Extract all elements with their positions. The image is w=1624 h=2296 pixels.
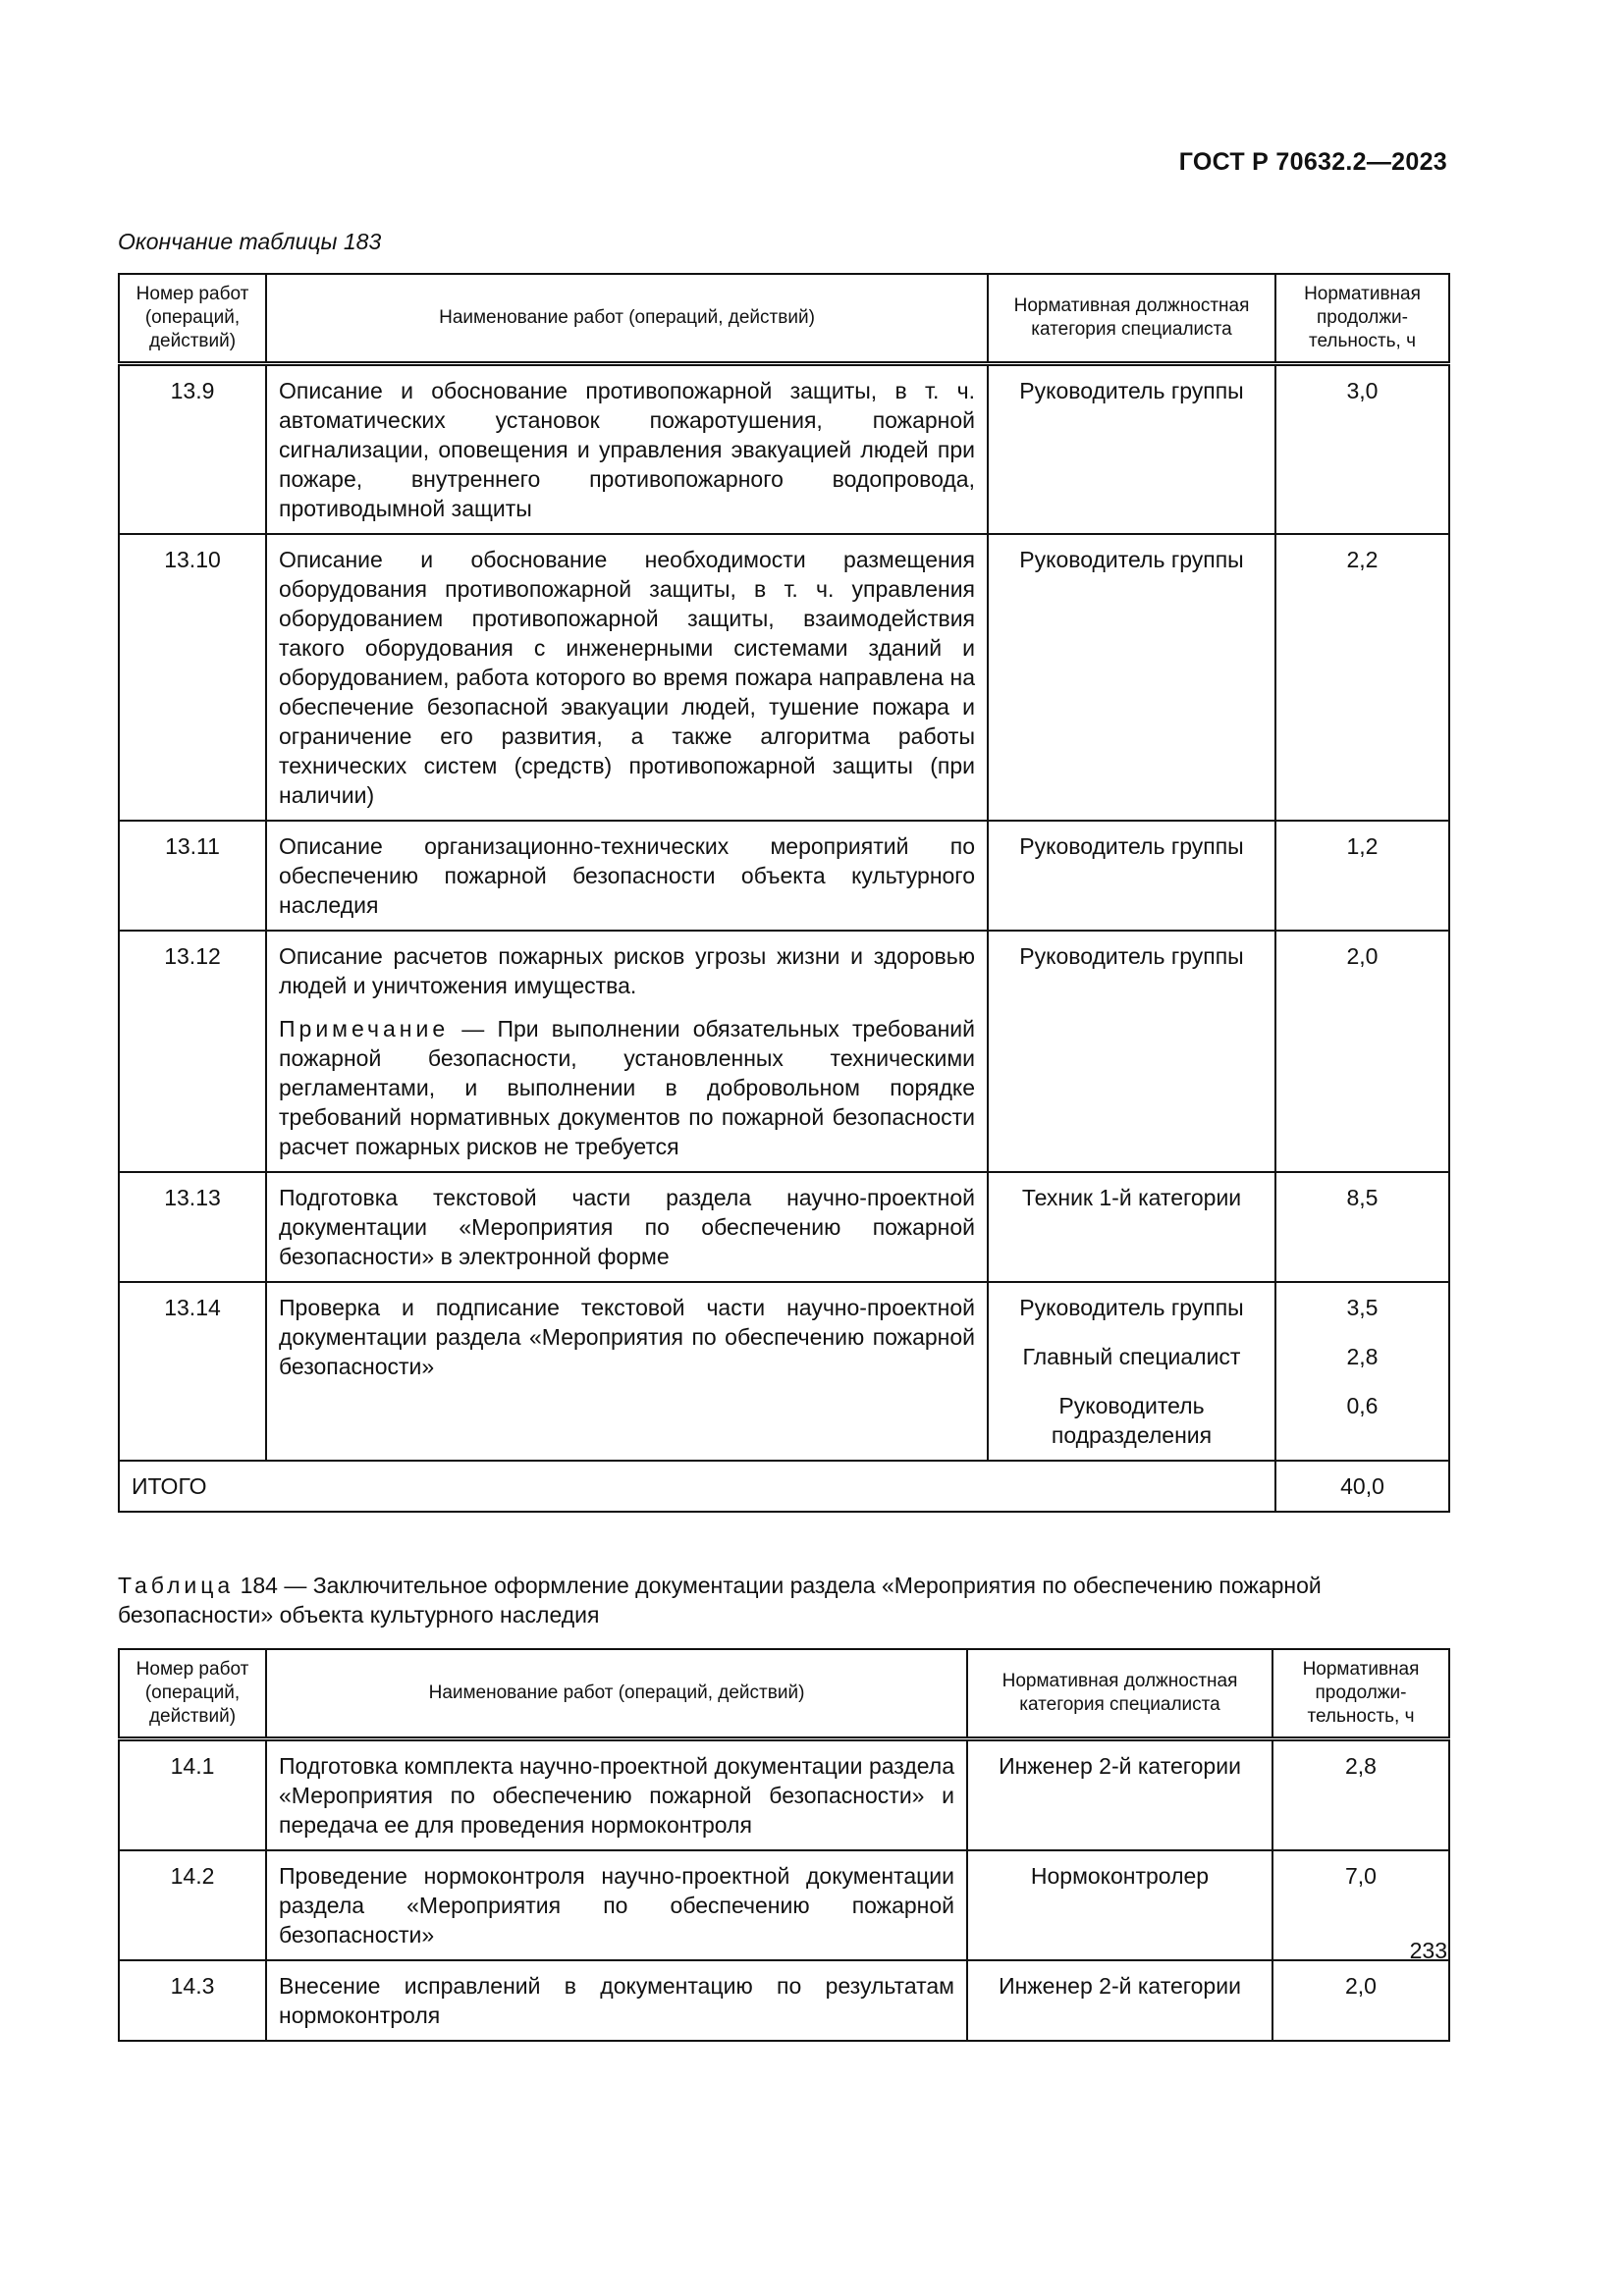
note-text: — При выполнении обязательных требований пожарной безопасности, установленных техническими регламентами, и выполнении в добровольном порядке требований нормативных документов по пожарной безопасности расчет пожарных рисков не требуется — [279, 1016, 975, 1159]
row-number: 13.13 — [119, 1172, 266, 1282]
category-item: Руководитель группы — [1019, 1295, 1244, 1320]
row-description: Описание организационно-технических мероприятий по обеспечению пожарной безопасности объекта культурного наследия — [266, 821, 988, 931]
header-specialist-category: Нормативная должностная категория специалиста — [988, 274, 1275, 364]
header-work-number: Номер работ (операций, действий) — [119, 274, 266, 364]
row-category: Инженер 2-й категории — [967, 1960, 1272, 2041]
table-row — [119, 1282, 1449, 1461]
row-category: Руководитель группы — [988, 931, 1275, 1172]
table-row — [119, 1960, 1449, 2041]
row-description: Подготовка текстовой части раздела научно-проектной документации «Мероприятия по обеспечению пожарной безопасности» в электронной форме — [266, 1172, 988, 1282]
row-duration: 7,0 — [1272, 1850, 1449, 1960]
row-duration: 2,8 — [1272, 1739, 1449, 1851]
row-category: Техник 1-й категории — [988, 1172, 1275, 1282]
row-description: Проверка и подписание текстовой части научно-проектной документации раздела «Мероприятия по обеспечению пожарной безопасности» — [266, 1282, 988, 1461]
table-row — [119, 1850, 1449, 1960]
row-description — [266, 931, 988, 1172]
category-item: Главный специалист — [1022, 1344, 1241, 1369]
row-description: Подготовка комплекта научно-проектной документации раздела «Мероприятия по обеспечению пожарной безопасности» и передача ее для проведения нормоконтроля — [266, 1739, 967, 1851]
table-header-row — [119, 1649, 1449, 1739]
page-number: 233 — [1409, 1938, 1447, 1963]
duration-item: 3,5 — [1346, 1295, 1379, 1320]
table-184-caption — [118, 1571, 1447, 1629]
row-duration: 2,0 — [1272, 1960, 1449, 2041]
header-duration: Нормативная продолжи-тельность, ч — [1272, 1649, 1449, 1739]
row-number: 13.11 — [119, 821, 266, 931]
row-number: 14.3 — [119, 1960, 266, 2041]
table-184 — [118, 1648, 1450, 2042]
row-note — [279, 1014, 975, 1161]
row-category: Руководитель группы — [988, 364, 1275, 535]
header-work-name: Наименование работ (операций, действий) — [266, 1649, 967, 1739]
row-category: Инженер 2-й категории — [967, 1739, 1272, 1851]
total-label: ИТОГО — [119, 1461, 1275, 1512]
row-duration: 3,0 — [1275, 364, 1449, 535]
row-number: 13.14 — [119, 1282, 266, 1461]
row-category: Нормоконтролер — [967, 1850, 1272, 1960]
duration-item: 0,6 — [1346, 1393, 1379, 1418]
table-row — [119, 1739, 1449, 1851]
caption-text: 184 — Заключительное оформление документации раздела «Мероприятия по обеспечению пожарной безопасности» объекта культурного наследия — [118, 1573, 1322, 1628]
row-duration: 8,5 — [1275, 1172, 1449, 1282]
row-description-text: Описание расчетов пожарных рисков угрозы жизни и здоровью людей и уничтожения имущества. — [279, 943, 975, 998]
row-description: Описание и обоснование противопожарной защиты, в т. ч. автоматических установок пожаротушения, пожарной сигнализации, оповещения и управления эвакуацией людей при пожаре, внутреннего противопожарного водопровода, противодымной защиты — [266, 364, 988, 535]
table-row — [119, 931, 1449, 1172]
row-number: 13.10 — [119, 534, 266, 821]
standard-header: ГОСТ Р 70632.2—2023 — [1178, 148, 1447, 176]
caption-label: Таблица — [118, 1573, 235, 1598]
total-row — [119, 1461, 1449, 1512]
row-description: Проведение нормоконтроля научно-проектной документации раздела «Мероприятия по обеспечению пожарной безопасности» — [266, 1850, 967, 1960]
header-duration: Нормативная продолжи-тельность, ч — [1275, 274, 1449, 364]
table-183 — [118, 273, 1450, 1513]
category-item: Руководитель подразделения — [1051, 1393, 1213, 1448]
header-work-name: Наименование работ (операций, действий) — [266, 274, 988, 364]
row-duration: 1,2 — [1275, 821, 1449, 931]
header-specialist-category: Нормативная должностная категория специалиста — [967, 1649, 1272, 1739]
row-number: 14.1 — [119, 1739, 266, 1851]
table-row — [119, 1172, 1449, 1282]
row-description: Описание и обоснование необходимости размещения оборудования противопожарной защиты, в т. ч. управления оборудованием противопожарной защиты, взаимодействия такого оборудования с инженерными системами зданий и оборудованием, работа которого во время пожара направлена на обеспечение безопасной эвакуации людей, тушение пожара и ограничение его развития, а также алгоритма работы технических систем (средств) противопожарной защиты (при наличии) — [266, 534, 988, 821]
row-category — [988, 1282, 1275, 1461]
table-header-row — [119, 274, 1449, 364]
row-duration: 2,0 — [1275, 931, 1449, 1172]
row-category: Руководитель группы — [988, 534, 1275, 821]
total-value: 40,0 — [1275, 1461, 1449, 1512]
duration-item: 2,8 — [1346, 1344, 1379, 1369]
row-number: 14.2 — [119, 1850, 266, 1960]
header-work-number: Номер работ (операций, действий) — [119, 1649, 266, 1739]
row-duration: 2,2 — [1275, 534, 1449, 821]
row-number: 13.9 — [119, 364, 266, 535]
table-row — [119, 821, 1449, 931]
row-description: Внесение исправлений в документацию по результатам нормоконтроля — [266, 1960, 967, 2041]
row-number: 13.12 — [119, 931, 266, 1172]
table-row — [119, 364, 1449, 535]
row-duration — [1275, 1282, 1449, 1461]
note-label: Примечание — [279, 1016, 450, 1041]
row-category: Руководитель группы — [988, 821, 1275, 931]
table-row — [119, 534, 1449, 821]
table-continuation-caption: Окончание таблицы 183 — [118, 229, 382, 254]
